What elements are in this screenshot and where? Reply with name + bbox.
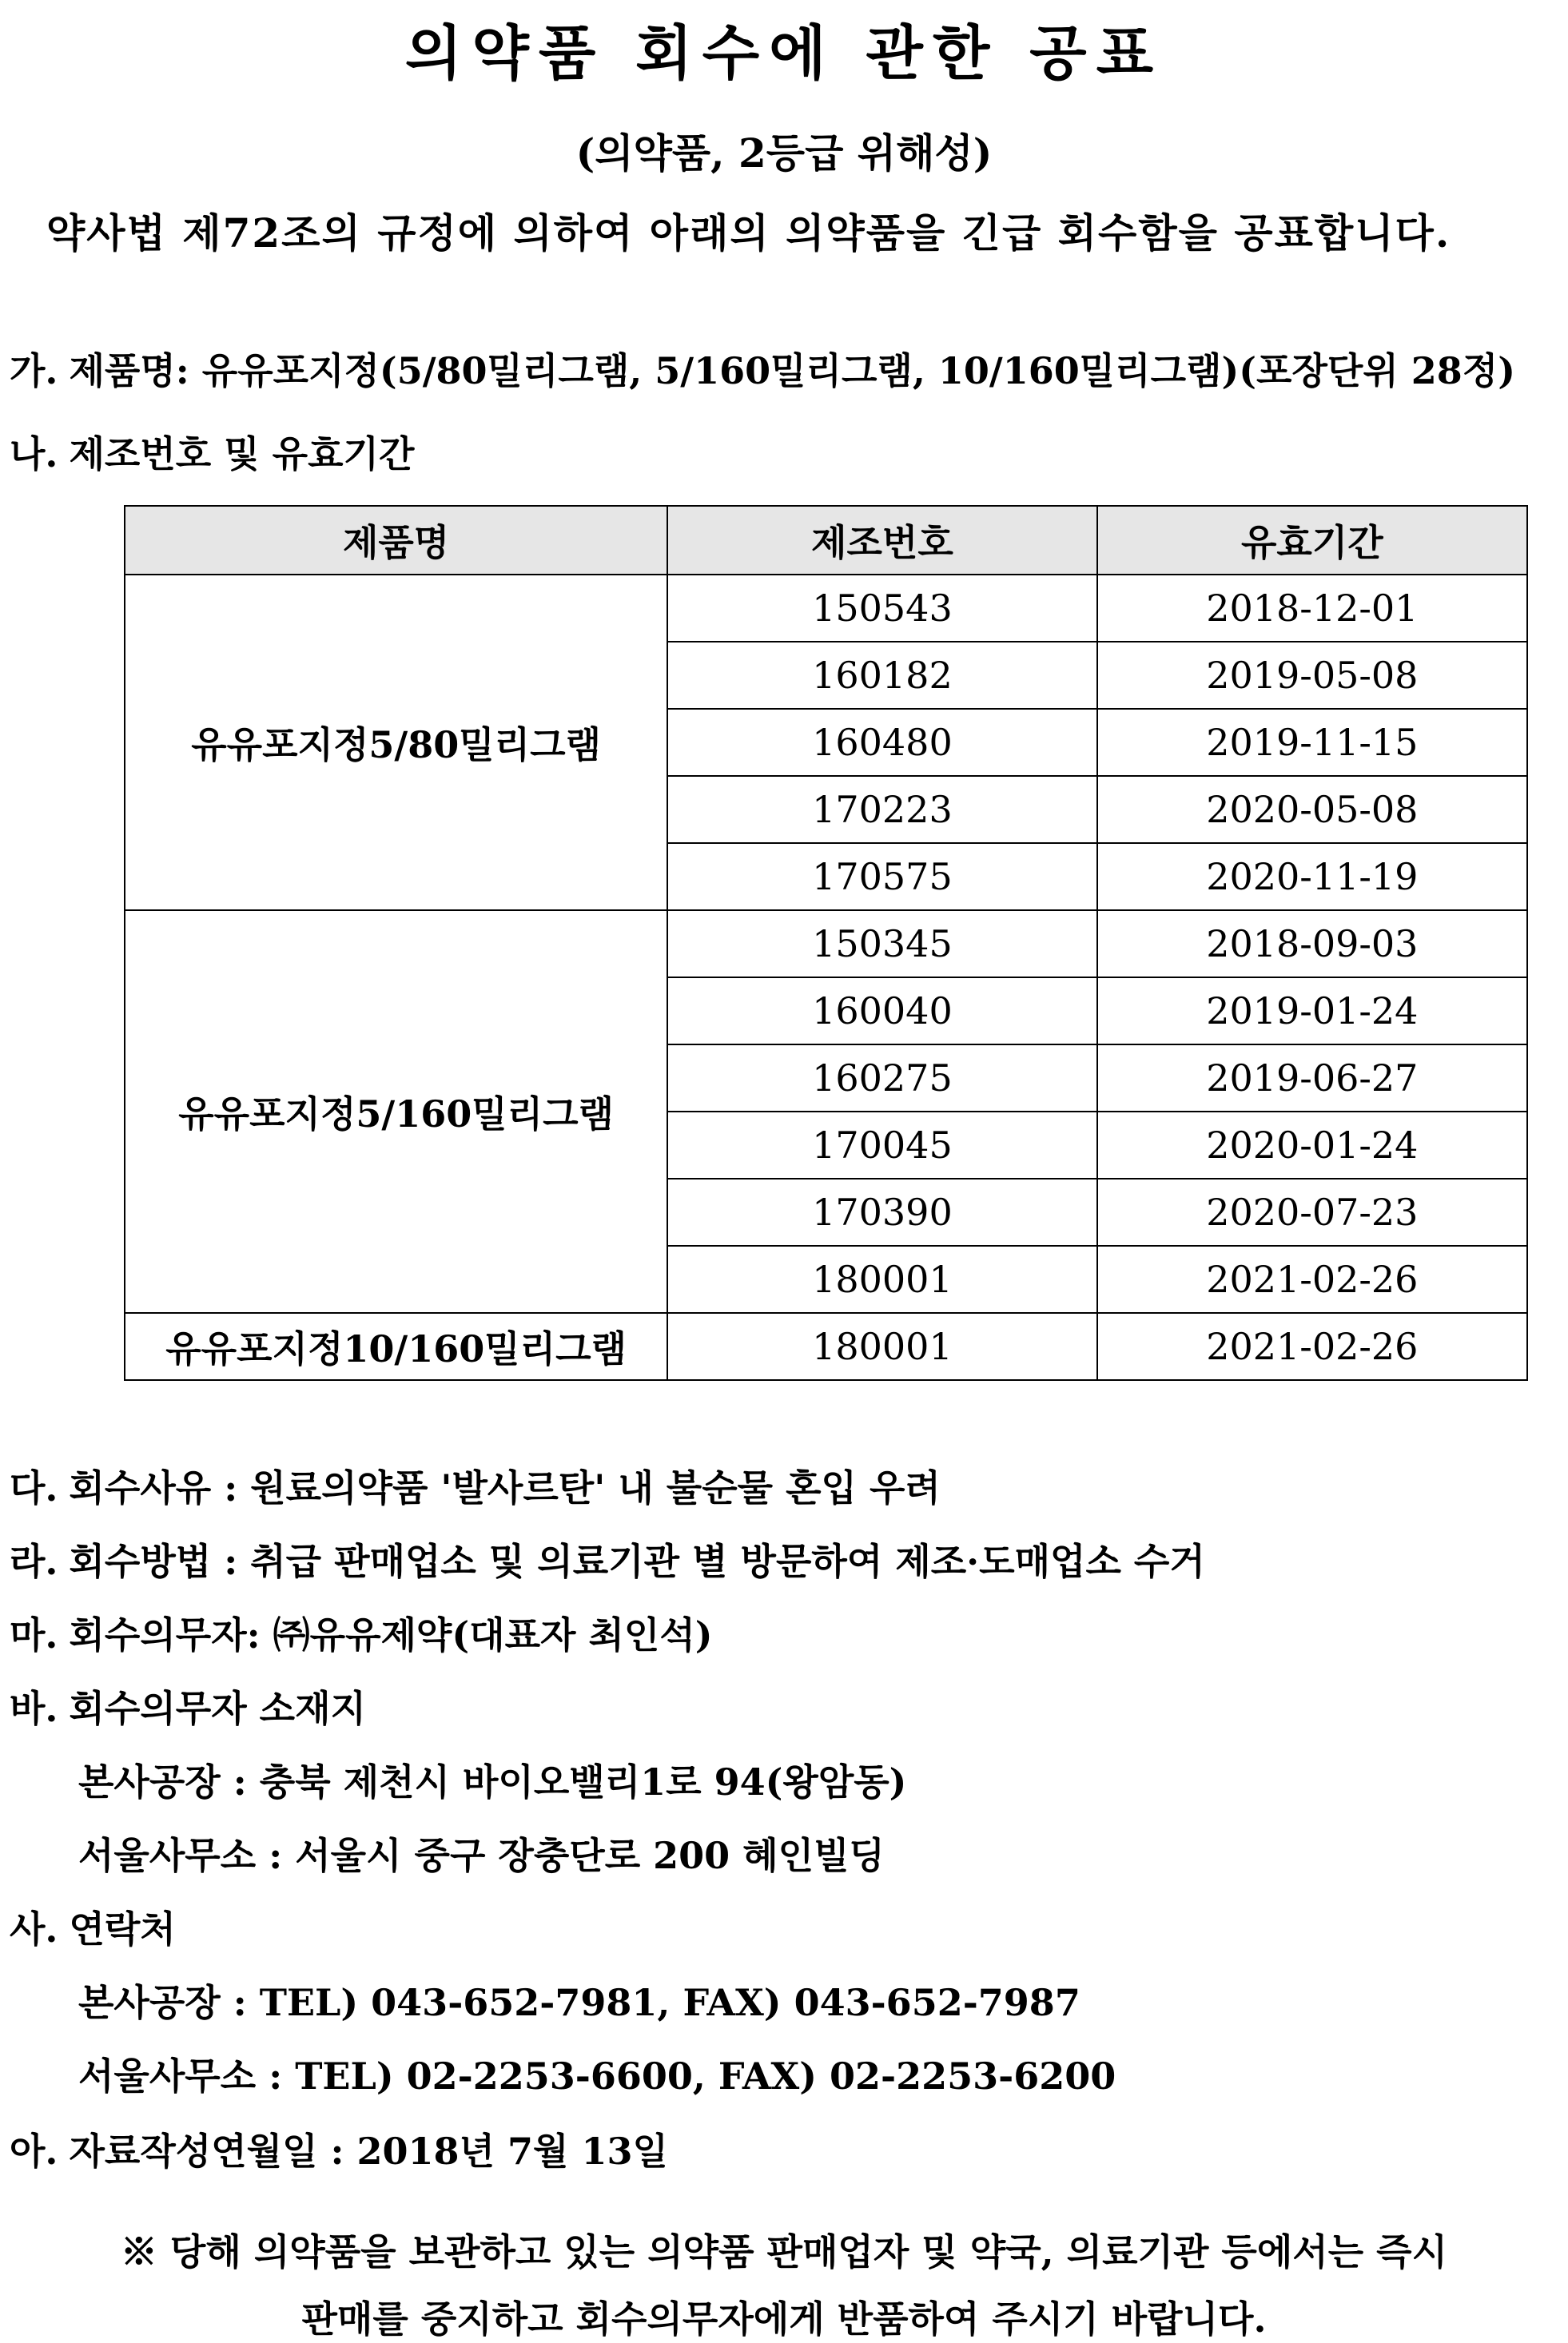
item-ra-marker: 라. [10, 1540, 58, 1583]
lot-cell: 160275 [667, 1044, 1096, 1112]
page-title: 의약품 회수에 관한 공표 [404, 19, 1164, 88]
lot-cell: 170223 [667, 776, 1096, 843]
table-row [125, 910, 1527, 977]
item-ba-text: 회수의무자 소재지 [69, 1687, 366, 1730]
expiry-cell: 2018-12-01 [1097, 575, 1527, 642]
item-ra [10, 1533, 1205, 1585]
header-lot: 제조번호 [667, 506, 1096, 575]
table-row [125, 575, 1527, 642]
item-ga [10, 342, 1515, 395]
notice-line-1: ※ 당해 의약품을 보관하고 있는 의약품 판매업자 및 약국, 의료기관 등에서는 즉시 [120, 2230, 1448, 2273]
item-a-marker: 아. [10, 2130, 58, 2173]
item-ba [10, 1680, 366, 1732]
product-cell: 유유포지정5/160밀리그램 [125, 910, 667, 1313]
product-cell: 유유포지정5/80밀리그램 [125, 575, 667, 910]
expiry-cell: 2018-09-03 [1097, 910, 1527, 977]
item-a-text: 자료작성연월일 : 2018년 7월 13일 [69, 2130, 668, 2173]
lot-cell: 170045 [667, 1112, 1096, 1179]
expiry-cell: 2019-11-15 [1097, 709, 1527, 776]
lot-cell: 160040 [667, 977, 1096, 1044]
item-sa-marker: 사. [10, 1907, 58, 1951]
item-da-marker: 다. [10, 1466, 58, 1510]
address-hq: 본사공장 : 충북 제천시 바이오밸리1로 94(왕암동) [78, 1760, 907, 1804]
contact-seoul: 서울사무소 : TEL) 02-2253-6600, FAX) 02-2253-6200 [78, 2055, 1116, 2098]
expiry-cell: 2020-11-19 [1097, 843, 1527, 910]
expiry-cell: 2019-06-27 [1097, 1044, 1527, 1112]
item-a [10, 2122, 668, 2175]
table-header-row [125, 506, 1527, 575]
expiry-cell: 2021-02-26 [1097, 1246, 1527, 1313]
notice-line-2: 판매를 중지하고 회수의무자에게 반품하여 주시기 바랍니다. [301, 2297, 1267, 2341]
expiry-cell: 2020-07-23 [1097, 1179, 1527, 1246]
lot-cell: 150543 [667, 575, 1096, 642]
item-ma-text: 회수의무자: ㈜유유제약(대표자 최인석) [69, 1613, 713, 1657]
item-sa [10, 1900, 176, 1953]
item-da-text: 회수사유 : 원료의약품 '발사르탄' 내 불순물 혼입 우려 [69, 1466, 941, 1510]
lot-cell: 180001 [667, 1313, 1096, 1380]
address-seoul: 서울사무소 : 서울시 중구 장충단로 200 혜인빌딩 [78, 1834, 885, 1877]
recall-table [124, 505, 1528, 1381]
item-da [10, 1459, 941, 1512]
expiry-cell: 2020-01-24 [1097, 1112, 1527, 1179]
item-na [10, 425, 414, 478]
lot-cell: 160182 [667, 642, 1096, 709]
item-ra-text: 회수방법 : 취급 판매업소 및 의료기관 별 방문하여 제조·도매업소 수거 [69, 1540, 1205, 1583]
expiry-cell: 2020-05-08 [1097, 776, 1527, 843]
lot-cell: 180001 [667, 1246, 1096, 1313]
item-ba-marker: 바. [10, 1687, 58, 1730]
item-sa-text: 연락처 [69, 1907, 176, 1951]
expiry-cell: 2019-01-24 [1097, 977, 1527, 1044]
item-ma [10, 1606, 713, 1659]
header-expiry: 유효기간 [1097, 506, 1527, 575]
lot-cell: 170575 [667, 843, 1096, 910]
lot-cell: 170390 [667, 1179, 1096, 1246]
lot-cell: 160480 [667, 709, 1096, 776]
contact-hq: 본사공장 : TEL) 043-652-7981, FAX) 043-652-7987 [78, 1981, 1080, 2024]
page-subtitle: (의약품, 2등급 위해성) [575, 129, 993, 177]
item-na-marker: 나. [10, 432, 58, 475]
item-ga-text: 제품명: 유유포지정(5/80밀리그램, 5/160밀리그램, 10/160밀리그램)(포장단위 28정) [69, 349, 1515, 392]
item-na-text: 제조번호 및 유효기간 [69, 432, 415, 475]
expiry-cell: 2019-05-08 [1097, 642, 1527, 709]
product-cell: 유유포지정10/160밀리그램 [125, 1313, 667, 1380]
item-ma-marker: 마. [10, 1613, 58, 1657]
lot-cell: 150345 [667, 910, 1096, 977]
intro-paragraph: 약사법 제72조의 규정에 의하여 아래의 의약품을 긴급 회수함을 공표합니다. [46, 209, 1451, 257]
item-ga-marker: 가. [10, 349, 58, 392]
table-row [125, 1313, 1527, 1380]
expiry-cell: 2021-02-26 [1097, 1313, 1527, 1380]
header-product: 제품명 [125, 506, 667, 575]
